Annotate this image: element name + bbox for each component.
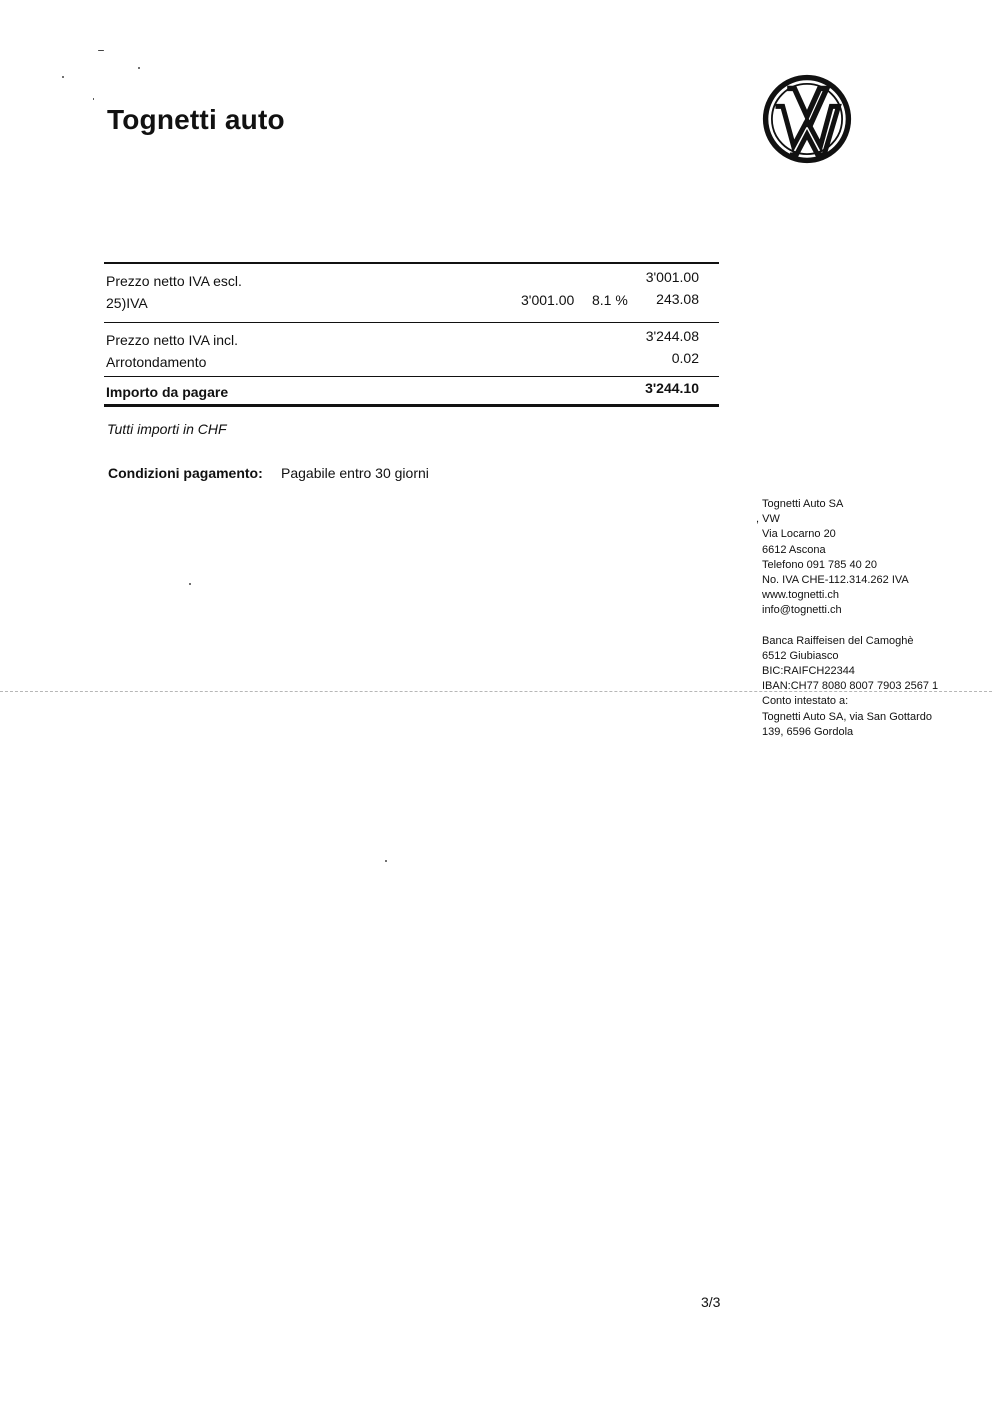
bank-city: 6512 Giubiasco [762, 649, 839, 662]
row-net-incl [104, 328, 719, 350]
vat-label: 25)IVA [106, 295, 148, 311]
page-number: 3/3 [701, 1294, 721, 1310]
net-excl-group [104, 264, 719, 316]
spacer [762, 619, 977, 634]
scan-speck [98, 50, 104, 51]
scan-speck [189, 583, 191, 585]
company-website: www.tognetti.ch [762, 589, 840, 602]
scan-speck [385, 860, 387, 862]
scan-speck [93, 98, 94, 100]
vw-logo-icon [762, 74, 852, 164]
scan-speck [62, 76, 64, 78]
vat-rate: 8.1 % [592, 292, 628, 308]
bottom-divider [104, 404, 719, 407]
vat-base: 3'001.00 [521, 292, 575, 308]
company-name: Tognetti Auto SA [762, 498, 844, 510]
company-phone: Telefono 091 785 40 20 [762, 558, 877, 571]
payment-conditions-label: Condizioni pagamento: [108, 465, 263, 481]
bank-iban: IBAN:CH77 8080 8007 7903 2567 1 [762, 680, 939, 693]
account-holder-label: Conto intestato a: [762, 695, 849, 708]
rounding-amount: 0.02 [671, 350, 699, 366]
company-info [756, 497, 977, 740]
amount-due-label: Importo da pagare [106, 384, 229, 400]
bank-bic: BIC:RAIFCH22344 [762, 665, 855, 678]
rounding-label: Arrotondamento [106, 354, 207, 370]
company-city: 6612 Ascona [762, 543, 826, 556]
currency-note: Tutti importi in CHF [107, 421, 227, 437]
scan-speck [138, 67, 140, 69]
company-brand: , VW [756, 513, 780, 526]
payment-conditions [108, 465, 429, 481]
row-rounding [104, 350, 719, 372]
net-excl-label: Prezzo netto IVA escl. [106, 273, 242, 289]
row-net-excl [104, 269, 719, 291]
company-title: Tognetti auto [107, 104, 285, 135]
totals-table [104, 262, 719, 407]
vat-amount: 243.08 [656, 291, 699, 307]
company-email: info@tognetti.ch [762, 604, 842, 617]
net-excl-amount: 3'001.00 [645, 269, 699, 285]
due-group [104, 377, 719, 404]
net-incl-amount: 3'244.08 [645, 328, 699, 344]
amount-due-value: 3'244.10 [645, 380, 699, 396]
bank-name: Banca Raiffeisen del Camoghè [762, 634, 914, 647]
company-vat-number: No. IVA CHE-112.314.262 IVA [762, 574, 909, 587]
row-vat [104, 291, 719, 313]
row-amount-due [104, 380, 719, 402]
account-holder-line1: Tognetti Auto SA, via San Gottardo [762, 710, 932, 723]
account-holder-line2: 139, 6596 Gordola [762, 725, 854, 738]
company-street: Via Locarno 20 [762, 528, 836, 541]
net-incl-label: Prezzo netto IVA incl. [106, 332, 239, 348]
payment-conditions-value: Pagabile entro 30 giorni [281, 465, 429, 481]
scan-artifact-line [0, 691, 992, 692]
net-incl-group [104, 323, 719, 375]
